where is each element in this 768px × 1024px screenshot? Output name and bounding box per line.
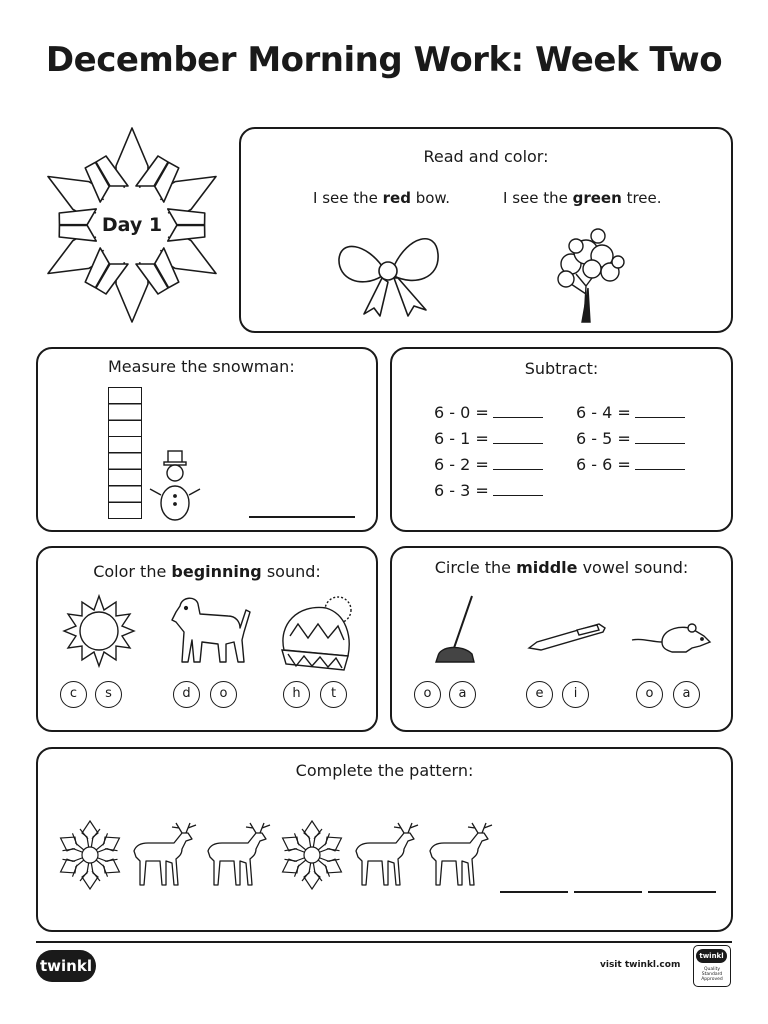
beginning-sound-box [36,546,378,732]
measure-box [36,347,378,532]
letter-choice[interactable]: s [95,681,122,708]
pattern-heading: Complete the pattern: [295,761,474,780]
reindeer-icon [356,823,418,885]
subtract-problem [434,481,543,500]
measure-heading: Measure the snowman: [108,357,295,376]
middle-heading [392,558,731,577]
twinkl-logo: twinkl [36,950,96,982]
tree-icon [546,224,628,324]
dog-icon [170,596,254,664]
rat-icon [632,618,712,656]
sentence-red-bold: red [382,189,411,207]
sentence-green-bold: green [572,189,622,207]
heading-post: vowel sound: [577,558,689,577]
heading-pre: Color the [93,562,172,581]
sentence-green [503,189,662,207]
sentence-red-post: bow. [410,189,451,207]
answer-blank[interactable] [635,403,685,418]
sentence-red-pre: I see the [313,189,383,207]
subtract-problem [434,403,543,422]
letter-choice[interactable]: a [673,681,700,708]
subtract-problem [576,429,685,448]
subtract-problem [576,403,685,422]
letter-choice[interactable]: o [414,681,441,708]
answer-blank[interactable] [635,429,685,444]
problem-text: 6 - 6 = [576,455,631,474]
pattern-box [36,747,733,932]
letter-choice[interactable]: o [636,681,663,708]
letter-choice[interactable]: t [320,681,347,708]
heading-bold: beginning [171,562,262,581]
letter-choice[interactable]: i [562,681,589,708]
sentence-green-post: tree. [621,189,662,207]
day-label: Day 1 [101,214,163,236]
heading-post: sound: [261,562,321,581]
pattern-answer-line[interactable] [574,891,642,893]
visit-link[interactable]: visit twinkl.com [600,960,681,970]
read-color-box [239,127,733,333]
problem-text: 6 - 0 = [434,403,489,422]
hat-icon [278,594,356,672]
sun-icon [64,596,134,666]
letter-choice[interactable]: a [449,681,476,708]
heading-pre: Circle the [434,558,517,577]
letter-choice[interactable]: d [173,681,200,708]
sentence-green-pre: I see the [503,189,573,207]
reindeer-icon [430,823,492,885]
measure-answer-line[interactable] [249,516,355,518]
pattern-answer-line[interactable] [648,891,716,893]
letter-choice[interactable]: e [526,681,553,708]
letter-choice[interactable]: h [283,681,310,708]
reindeer-icon [134,823,196,885]
snowman-icon [150,451,200,521]
answer-blank[interactable] [635,455,685,470]
badge-logo: twinkl [696,949,727,963]
pattern-sequence [58,817,498,889]
mop-icon [432,596,478,664]
subtract-problem [576,455,685,474]
read-color-heading: Read and color: [423,147,549,166]
middle-vowel-box [390,546,733,732]
pattern-answer-line[interactable] [500,891,568,893]
problem-text: 6 - 1 = [434,429,489,448]
footer-divider [36,941,732,943]
snowflake-icon [56,821,125,889]
reindeer-icon [208,823,270,885]
problem-text: 6 - 2 = [434,455,489,474]
problem-text: 6 - 4 = [576,403,631,422]
letter-choice[interactable]: c [60,681,87,708]
snowflake-icon [278,821,347,889]
problem-text: 6 - 3 = [434,481,489,500]
page-title: December Morning Work: Week Two [45,40,723,80]
subtract-box [390,347,733,532]
subtract-problem [434,429,543,448]
sentence-red [313,189,450,207]
subtract-heading: Subtract: [524,359,599,378]
answer-blank[interactable] [493,481,543,496]
bow-icon [336,224,441,319]
quality-badge [693,945,731,987]
answer-blank[interactable] [493,429,543,444]
letter-choice[interactable]: o [210,681,237,708]
heading-bold: middle [516,558,578,577]
answer-blank[interactable] [493,403,543,418]
beginning-heading [38,562,376,581]
pen-icon [527,622,607,652]
problem-text: 6 - 5 = [576,429,631,448]
badge-text: Quality Standard Approved [701,967,723,982]
answer-blank[interactable] [493,455,543,470]
subtract-problem [434,455,543,474]
measuring-ruler [108,387,142,519]
